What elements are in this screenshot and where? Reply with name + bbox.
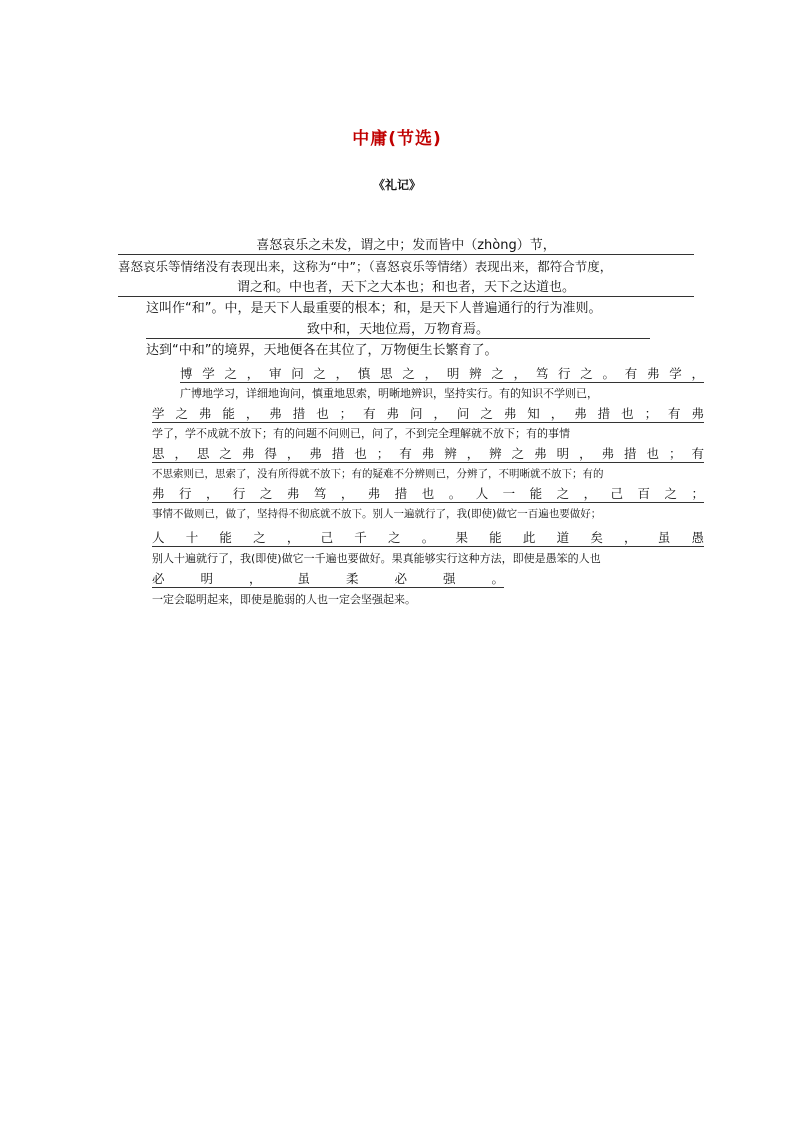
source-title: 《礼记》	[372, 178, 421, 192]
original-text-line: 人十能之，己千之。果能此道矣，虽愚	[152, 530, 704, 545]
translation-line: 学了，学不成就不放下；有的问题不问则已，问了，不到完全理解就不放下；有的事情	[152, 427, 570, 440]
translation-line: 这叫作“和”。中，是天下人最重要的根本；和，是天下人普遍通行的行为准则。	[146, 301, 602, 316]
original-text-line: 谓之和。中也者，天下之大本也；和也者，天下之达道也。	[118, 280, 694, 297]
original-text-line: 弗行，行之弗笃，弗措也。人一能之，己百之；	[152, 486, 704, 501]
translation-line: 喜怒哀乐等情绪没有表现出来，这称为“中”；（喜怒哀乐等情绪）表现出来，都符合节度，	[118, 259, 613, 274]
page-title: 中庸(节选)	[352, 129, 442, 149]
translation-line: 不思索则已，思索了，没有所得就不放下；有的疑难不分辨则已，分辨了，不明晰就不放下；有的	[152, 468, 604, 480]
original-text-line: 思，思之弗得，弗措也；有弗辨，辨之弗明，弗措也；有	[152, 446, 704, 461]
original-text-line: 致中和，天地位焉，万物育焉。	[146, 322, 650, 339]
original-text-line: 博学之，审问之，慎思之，明辨之，笃行之。有弗学，	[180, 366, 704, 381]
original-text-line: 喜怒哀乐之未发，谓之中；发而皆中（zhòng）节，	[118, 238, 694, 255]
translation-line: 达到“中和”的境界，天地便各在其位了，万物便生长繁育了。	[146, 343, 498, 358]
original-text-line: 必明，虽柔必强。	[152, 571, 504, 586]
translation-line: 广博地学习，详细地询问，慎重地思索，明晰地辨识，坚持实行。有的知识不学则已，	[180, 387, 598, 400]
translation-line: 别人十遍就行了，我(即使)做它一千遍也要做好。果真能够实行这种方法，即使是愚笨的人也	[152, 552, 601, 565]
translation-line: 一定会聪明起来，即使是脆弱的人也一定会坚强起来。	[152, 593, 416, 606]
original-text-line: 学之弗能，弗措也；有弗问，问之弗知，弗措也；有弗	[152, 406, 704, 421]
translation-line: 事情不做则已，做了，坚持得不彻底就不放下。别人一遍就行了，我(即使)做它一百遍也要做好；	[152, 508, 602, 520]
